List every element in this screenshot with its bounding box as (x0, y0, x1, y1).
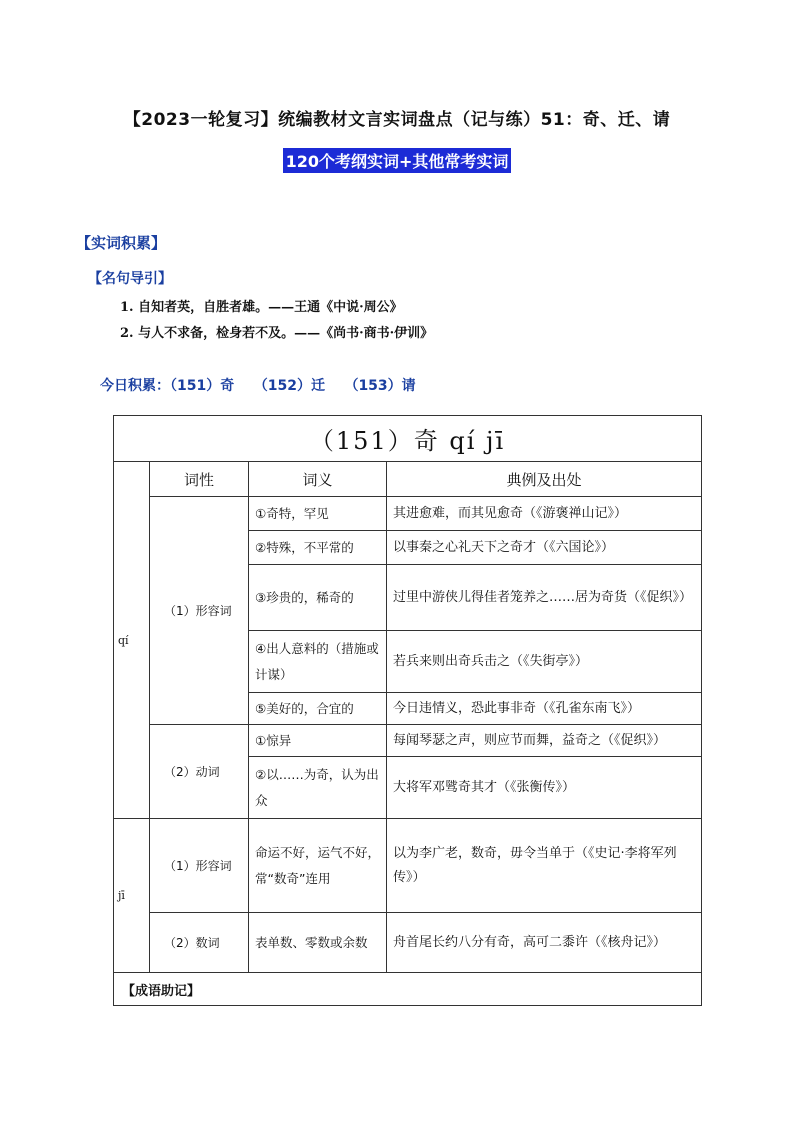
pos-qi-adjective: （1）形容词 (150, 497, 249, 725)
meaning-cell: ④出人意料的（措施或计谋） (249, 631, 387, 693)
example-cell: 每闻琴瑟之声，则应节而舞，益奇之（《促织》） (387, 725, 702, 757)
example-cell: 以事秦之心礼天下之奇才（《六国论》） (387, 531, 702, 565)
pos-qi-verb: （2）动词 (150, 725, 249, 819)
meaning-cell: ①奇特，罕见 (249, 497, 387, 531)
meaning-cell: ②特殊，不平常的 (249, 531, 387, 565)
subtitle-wrap (0, 148, 794, 173)
column-header-meaning: 词义 (249, 462, 387, 497)
pos-ji-adjective: （1）形容词 (150, 819, 249, 913)
section-heading: 【实词积累】 (76, 234, 167, 252)
column-header-example: 典例及出处 (387, 462, 702, 497)
meaning-cell: ①惊异 (249, 725, 387, 757)
idiom-mnemonic-label: 【成语助记】 (114, 973, 702, 1006)
example-cell: 其进愈难，而其见愈奇（《游褒禅山记》） (387, 497, 702, 531)
example-cell: 今日违情义，恐此事非奇（《孔雀东南飞》） (387, 693, 702, 725)
table-header: （151）奇 qí jī (114, 416, 702, 462)
example-cell: 过里中游侠儿得佳者笼养之……居为奇货（《促织》） (387, 565, 702, 631)
page-title: 【2023一轮复习】统编教材文言实词盘点（记与练）51：奇、迁、请 (123, 110, 671, 130)
pos-ji-numeral: （2）数词 (150, 913, 249, 973)
example-cell: 舟首尾长约八分有奇，高可二黍许（《核舟记》） (387, 913, 702, 973)
pronunciation-ji: jī (114, 819, 150, 973)
meaning-cell: ③珍贵的，稀奇的 (249, 565, 387, 631)
meaning-cell: 表单数、零数或余数 (249, 913, 387, 973)
meaning-cell: ⑤美好的，合宜的 (249, 693, 387, 725)
quote-2: 2. 与人不求备，检身若不及。——《尚书·商书·伊训》 (120, 326, 434, 341)
subtitle-banner: 120个考纲实词+其他常考实词 (283, 148, 512, 173)
example-cell: 大将军邓骘奇其才（《张衡传》） (387, 757, 702, 819)
today-accumulation: 今日积累：（151）奇 （152）迁 （153）请 (100, 378, 416, 394)
example-cell: 以为李广老，数奇，毋令当单于（《史记·李将军列传》） (387, 819, 702, 913)
word-table (113, 415, 702, 1006)
pronunciation-qi: qí (114, 462, 150, 819)
meaning-cell: ②以……为奇，认为出众 (249, 757, 387, 819)
column-header-pos: 词性 (150, 462, 249, 497)
quote-1: 1. 自知者英，自胜者雄。——王通《中说·周公》 (120, 300, 403, 315)
sub-heading: 【名句导引】 (88, 271, 172, 287)
meaning-cell: 命运不好，运气不好，常“数奇”连用 (249, 819, 387, 913)
example-cell: 若兵来则出奇兵击之（《失街亭》） (387, 631, 702, 693)
